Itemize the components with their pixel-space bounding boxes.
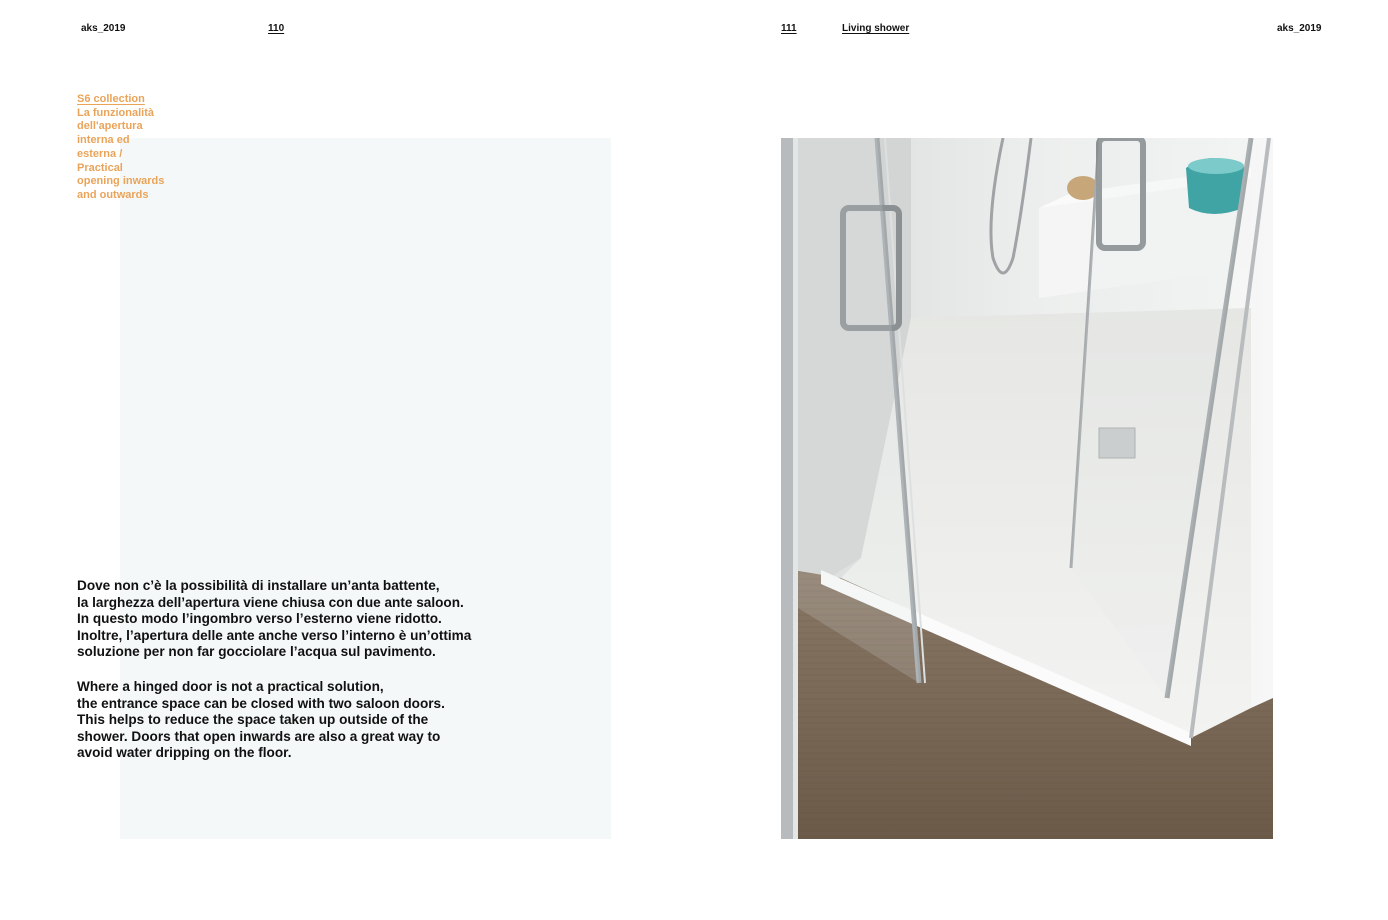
page-number-left: 110 <box>268 23 285 34</box>
body-paragraph-it: Dove non c’è la possibilità di installare un’anta battente, la larghezza dell’apertura viene chiusa con due ante saloon. In questo modo l’ingombro verso l’esterno viene ridotto. Inoltre, l’apertura delle ante anche verso l’interno è un’ottima soluzione per non far gocciolare l’acqua sul pavimento. <box>77 578 472 660</box>
caption-line: Practical <box>77 161 123 174</box>
caption-line: and outwards <box>77 188 149 201</box>
caption-line: La funzionalità <box>77 106 154 119</box>
collection-subheading <box>77 93 207 203</box>
caption-line: interna ed <box>77 134 130 147</box>
page-number-right: 111 <box>781 23 797 34</box>
caption-line: esterna / <box>77 147 123 160</box>
brand-label-right: aks_2019 <box>1277 23 1322 34</box>
shower-photo <box>781 138 1273 839</box>
body-paragraph-en: Where a hinged door is not a practical solution, the entrance space can be closed with two saloon doors. This helps to reduce the space taken up outside of the shower. Doors that open inwards are also a great way to avoid water dripping on the floor. <box>77 679 445 761</box>
section-title: Living shower <box>842 23 910 34</box>
caption-line: dell'apertura <box>77 120 143 133</box>
body-text-english <box>77 679 537 762</box>
caption-line: opening inwards <box>77 175 165 188</box>
brand-label-left: aks_2019 <box>81 23 126 34</box>
body-text-italian <box>77 578 537 661</box>
collection-name: S6 collection <box>77 93 145 105</box>
